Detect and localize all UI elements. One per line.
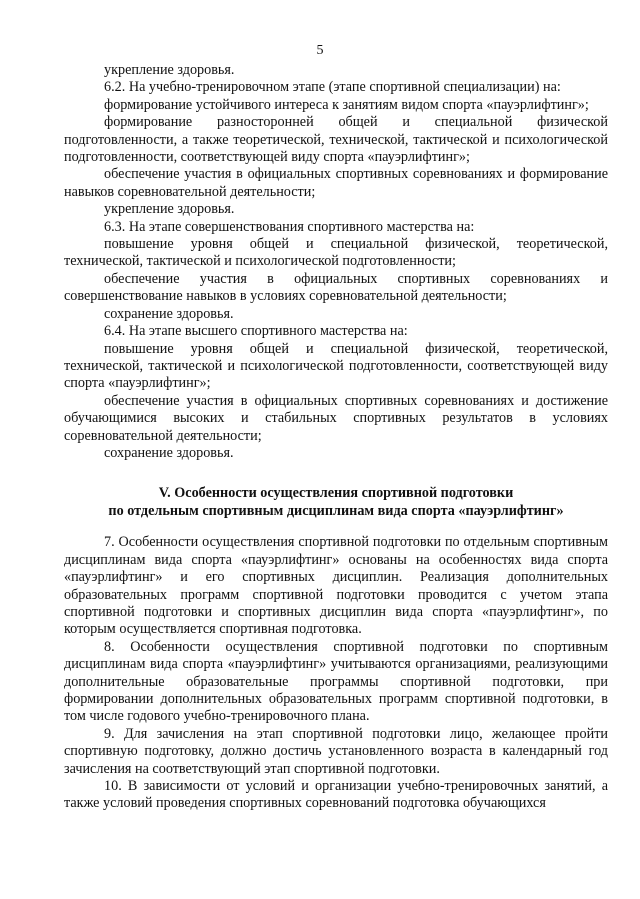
paragraph: сохранение здоровья. <box>104 305 234 322</box>
section-heading-line-1: V. Особенности осуществления спортивной подготовки <box>158 485 514 502</box>
paragraph: обеспечение участия в официальных спортивных соревнованиях и достижение обучающимися высоких и стабильных спортивных результатов в условиях соревновательной деятельности; <box>64 392 608 444</box>
section-heading <box>64 484 608 520</box>
paragraph: укрепление здоровья. <box>104 62 235 78</box>
paragraph: повышение уровня общей и специальной физической, теоретической, технической, тактической и психологической подготовленности, соответствующей виду спорта «пауэрлифтинг»; <box>64 340 608 392</box>
paragraph: обеспечение участия в официальных спортивных соревнованиях и формирование навыков соревновательной деятельности; <box>64 166 608 200</box>
paragraph: 7. Особенности осуществления спортивной подготовки по отдельным спортивным дисциплинам вида спорта «пауэрлифтинг» основаны на особенностях вида спорта «пауэрлифтинг» и его спортивных дисциплин. Реализация дополнительных образовательных программ спортивной подготовки проводится с учетом этапа спортивной подготовки и спортивных дисциплин вида спорта «пауэрлифтинг», по которым осуществляется спортивная подготовка. <box>64 534 608 638</box>
paragraph: 6.4. На этапе высшего спортивного мастерства на: <box>104 323 408 340</box>
section-heading-line-2: по отдельным спортивным дисциплинам вида спорта «пауэрлифтинг» <box>108 503 564 520</box>
paragraph: формирование устойчивого интереса к занятиям видом спорта «пауэрлифтинг»; <box>104 96 589 113</box>
paragraph: обеспечение участия в официальных спортивных соревнованиях и совершенствование навыков в условиях соревновательной деятельности; <box>64 270 608 305</box>
paragraph: 9. Для зачисления на этап спортивной подготовки лицо, желающее пройти спортивную подготовку, должно достичь установленного возраста в календарный год зачисления на соответствующий этап спортивной подготовки. <box>64 725 608 777</box>
document-body <box>64 62 608 813</box>
paragraph: укрепление здоровья. <box>104 201 235 218</box>
paragraph: 10. В зависимости от условий и организации учебно-тренировочных занятий, а также условий проведения спортивных соревнований подготовка обучающихся <box>64 778 608 812</box>
page-number: 5 <box>316 43 324 58</box>
paragraph: повышение уровня общей и специальной физической, теоретической, технической, тактической и психологической подготовленности; <box>64 236 608 270</box>
paragraph: формирование разносторонней общей и специальной физической подготовленности, а также теоретической, технической, тактической и психологической подготовленности, соответствующей виду спорта «пауэрлифтинг»; <box>64 114 608 166</box>
paragraph: 6.2. На учебно-тренировочном этапе (этапе спортивной специализации) на: <box>104 79 561 96</box>
paragraph: 6.3. На этапе совершенствования спортивного мастерства на: <box>104 218 475 235</box>
paragraph: 8. Особенности осуществления спортивной подготовки по спортивным дисциплинам вида спорта «пауэрлифтинг» учитываются организациями, реализующими дополнительные образовательные программы спортивной подготовки, при формировании дополнительных образовательных программ спортивной подготовки, в том числе годового учебно-тренировочного плана. <box>64 638 608 725</box>
paragraph: сохранение здоровья. <box>104 444 234 461</box>
